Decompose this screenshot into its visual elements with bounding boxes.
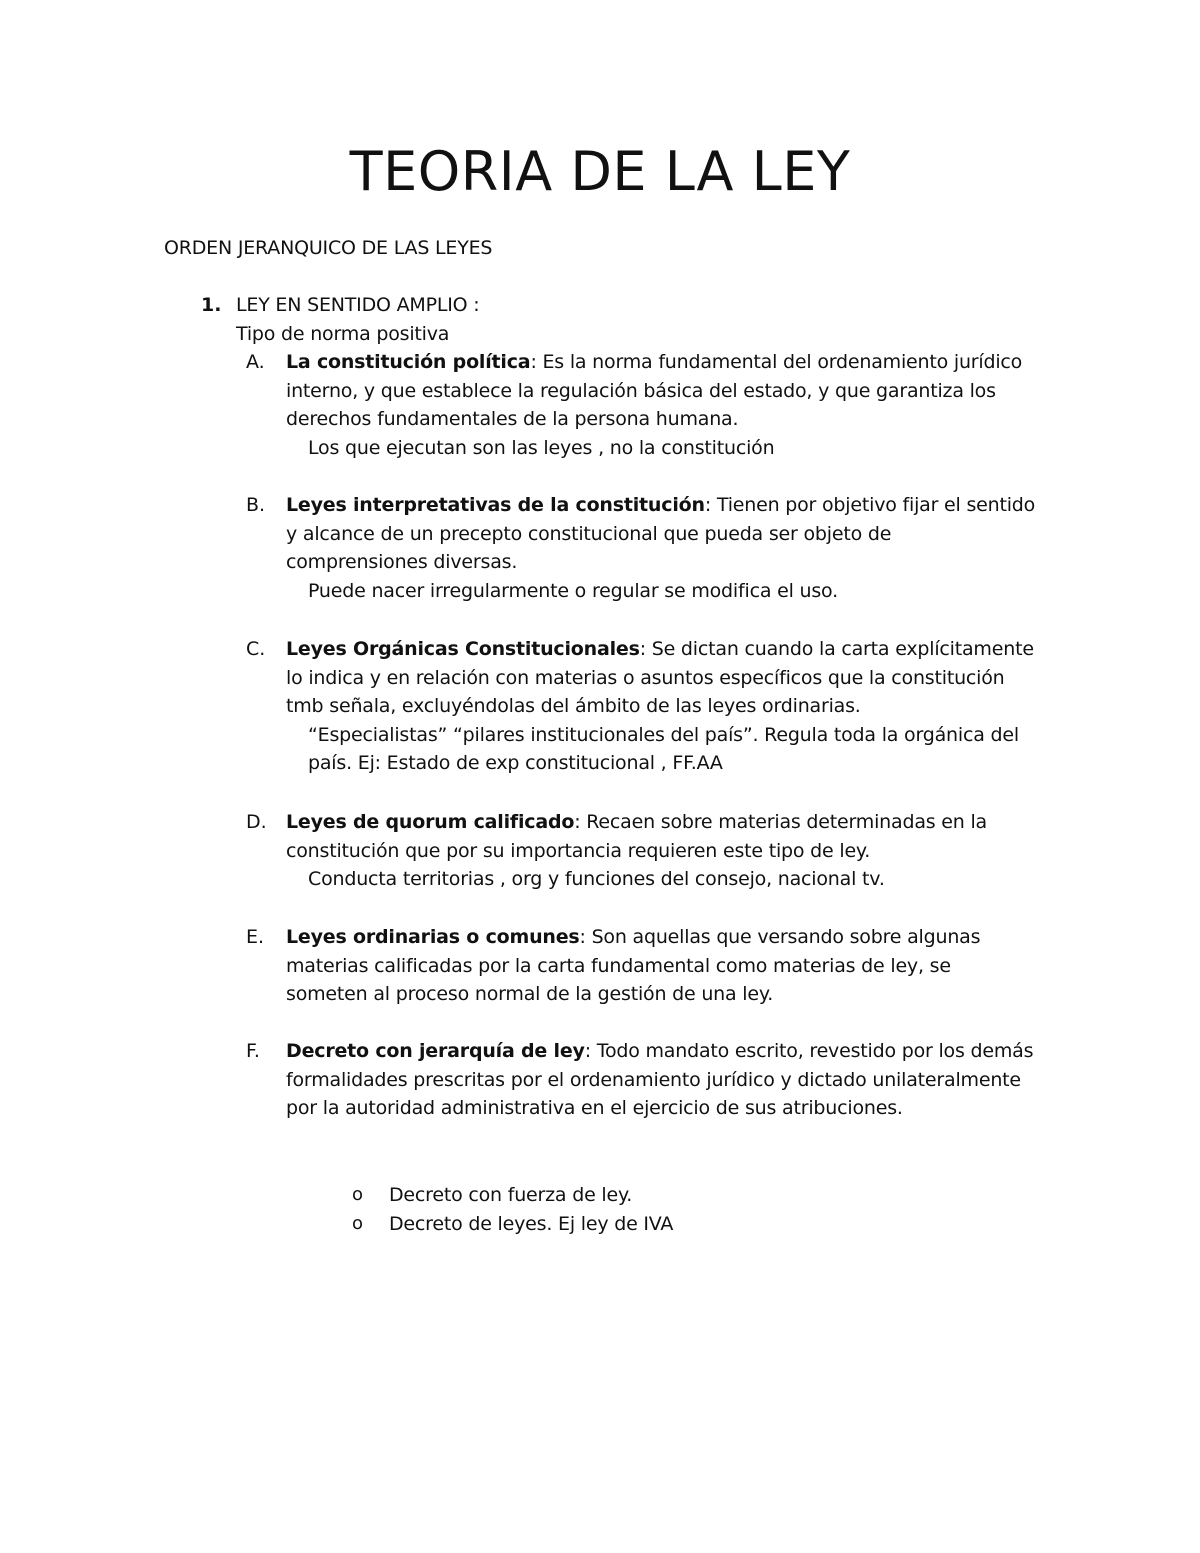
list-item-separator: :: [579, 926, 586, 948]
list-item-body: Recaen sobre materias determinadas en la constitución que por su importancia requieren este tipo de ley.: [286, 811, 988, 862]
list-marker: F.: [246, 1040, 260, 1062]
bullet-marker: o: [352, 1184, 363, 1205]
list-item-term: Leyes interpretativas de la constitución: [286, 494, 705, 516]
bullet-text: Decreto con fuerza de ley.: [389, 1184, 633, 1206]
list-item-separator: :: [639, 638, 646, 660]
document-subtitle: ORDEN JERANQUICO DE LAS LEYES: [164, 237, 493, 259]
section-number: 1.: [201, 294, 222, 316]
section-subtitle: Tipo de norma positiva: [236, 323, 450, 345]
list-item-separator: :: [704, 494, 712, 516]
list-item-text: [286, 1037, 1036, 1123]
list-item-note: Conducta territorias , org y funciones del consejo, nacional tv.: [308, 868, 885, 890]
list-item-separator: :: [574, 811, 581, 833]
list-item-term: Decreto con jerarquía de ley: [286, 1040, 585, 1062]
list-item-text: [286, 923, 1036, 1009]
list-item-body: Tienen por objetivo fijar el sentido y alcance de un precepto constitucional que pueda ser objeto de comprensiones diversas.: [286, 494, 1036, 573]
list-item-term: La constitución política: [286, 351, 531, 373]
list-item-note: “Especialistas” “pilares institucionales del país”. Regula toda la orgánica del país. Ej: Estado de exp constitucional , FF.AA: [308, 723, 1019, 774]
list-item-separator: :: [530, 351, 537, 373]
section-title: LEY EN SENTIDO AMPLIO :: [236, 294, 480, 316]
list-item-body: Es la norma fundamental del ordenamiento jurídico interno, y que establece la regulación básica del estado, y que garantiza los derechos fundamentales de la persona humana.: [286, 351, 1023, 430]
list-item-term: Leyes de quorum calificado: [286, 811, 575, 833]
list-item-note: Los que ejecutan son las leyes , no la constitución: [308, 436, 775, 459]
list-marker: A.: [246, 351, 265, 373]
list-item-body: Se dictan cuando la carta explícitamente lo indica y en relación con materias o asuntos específicos que la constitución tmb señala, excluyéndolas del ámbito de las leyes ordinarias.: [286, 638, 1034, 717]
list-item-body: Todo mandato escrito, revestido por los demás formalidades prescritas por el ordenamiento jurídico y dictado unilateralmente por la autoridad administrativa en el ejercicio de sus atribuciones.: [286, 1040, 1034, 1119]
list-marker: C.: [246, 638, 266, 660]
list-item-note: Puede nacer irregularmente o regular se modifica el uso.: [308, 579, 838, 602]
list-item-text: [286, 348, 1036, 462]
list-item-term: Leyes Orgánicas Constitucionales: [286, 638, 640, 660]
list-item-term: Leyes ordinarias o comunes: [286, 926, 580, 948]
list-marker: E.: [246, 926, 265, 948]
list-item-text: [286, 635, 1036, 778]
list-item-text: [286, 808, 1036, 894]
bullet-text: Decreto de leyes. Ej ley de IVA: [389, 1213, 674, 1235]
list-item-body: Son aquellas que versando sobre algunas materias calificadas por la carta fundamental como materias de ley, se someten al proceso normal de la gestión de una ley.: [286, 926, 981, 1005]
list-item-text: [286, 491, 1036, 605]
document-title: TEORIA DE LA LEY: [349, 140, 851, 203]
list-item-separator: :: [584, 1040, 591, 1062]
bullet-marker: o: [352, 1213, 363, 1234]
list-marker: B.: [246, 494, 266, 516]
list-marker: D.: [246, 811, 267, 833]
